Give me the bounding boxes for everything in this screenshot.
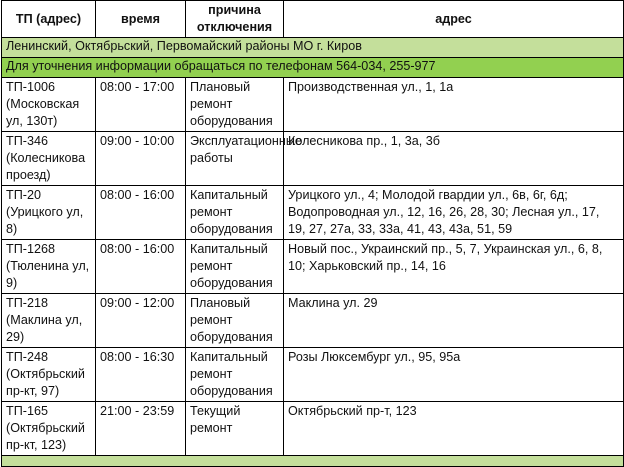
address-cell: Колесникова пр., 1, 3а, 3б <box>284 132 624 186</box>
table-row <box>2 186 624 240</box>
address-cell: Маклина ул. 29 <box>284 294 624 348</box>
reason-cell: Капитальный ремонт оборудования <box>186 348 284 402</box>
tp-cell: ТП-1006 (Московская ул, 130т) <box>2 78 96 132</box>
address-cell: Розы Люксембург ул., 95, 95а <box>284 348 624 402</box>
region-row <box>2 38 624 58</box>
tp-cell: ТП-1268 (Тюленина ул, 9) <box>2 240 96 294</box>
reason-cell: Плановый ремонт оборудования <box>186 294 284 348</box>
reason-cell: Текущий ремонт <box>186 402 284 456</box>
table-row <box>2 240 624 294</box>
time-cell: 08:00 - 17:00 <box>96 78 186 132</box>
reason-cell: Эксплуатационные работы <box>186 132 284 186</box>
table-row <box>2 402 624 456</box>
reason-cell: Плановый ремонт оборудования <box>186 78 284 132</box>
table-row <box>2 132 624 186</box>
phone-row <box>2 58 624 78</box>
header-time: время <box>96 1 186 38</box>
address-cell: Октябрьский пр-т, 123 <box>284 402 624 456</box>
time-cell: 09:00 - 12:00 <box>96 294 186 348</box>
tp-cell: ТП-346 (Колесникова проезд) <box>2 132 96 186</box>
tp-cell: ТП-20 (Урицкого ул, 8) <box>2 186 96 240</box>
table-row <box>2 294 624 348</box>
tp-cell: ТП-248 (Октябрьский пр-кт, 97) <box>2 348 96 402</box>
cut-off-row <box>2 456 624 467</box>
time-cell: 08:00 - 16:30 <box>96 348 186 402</box>
header-address: адрес <box>284 1 624 38</box>
reason-cell: Капитальный ремонт оборудования <box>186 186 284 240</box>
region-text: Ленинский, Октябрьский, Первомайский районы МО г. Киров <box>2 38 624 58</box>
time-cell: 21:00 - 23:59 <box>96 402 186 456</box>
tp-cell: ТП-165 (Октябрьский пр-кт, 123) <box>2 402 96 456</box>
time-cell: 08:00 - 16:00 <box>96 186 186 240</box>
cut-off-cell <box>2 456 624 467</box>
header-row <box>2 1 624 38</box>
header-reason: причина отключения <box>186 1 284 38</box>
address-cell: Производственная ул., 1, 1а <box>284 78 624 132</box>
outage-table <box>1 0 624 467</box>
table-row <box>2 78 624 132</box>
address-cell: Урицкого ул., 4; Молодой гвардии ул., 6в, 6г, 6д; Водопроводная ул., 12, 16, 26, 28, 30; Лесная ул., 17, 19, 27, 27а, 33, 33а, 41, 43, 43а, 51, 59 <box>284 186 624 240</box>
time-cell: 08:00 - 16:00 <box>96 240 186 294</box>
time-cell: 09:00 - 10:00 <box>96 132 186 186</box>
header-tp: ТП (адрес) <box>2 1 96 38</box>
tp-cell: ТП-218 (Маклина ул, 29) <box>2 294 96 348</box>
table-row <box>2 348 624 402</box>
phone-text: Для уточнения информации обращаться по телефонам 564-034, 255-977 <box>2 58 624 78</box>
address-cell: Новый пос., Украинский пр., 5, 7, Украинская ул., 6, 8, 10; Харьковский пр., 14, 16 <box>284 240 624 294</box>
reason-cell: Капитальный ремонт оборудования <box>186 240 284 294</box>
